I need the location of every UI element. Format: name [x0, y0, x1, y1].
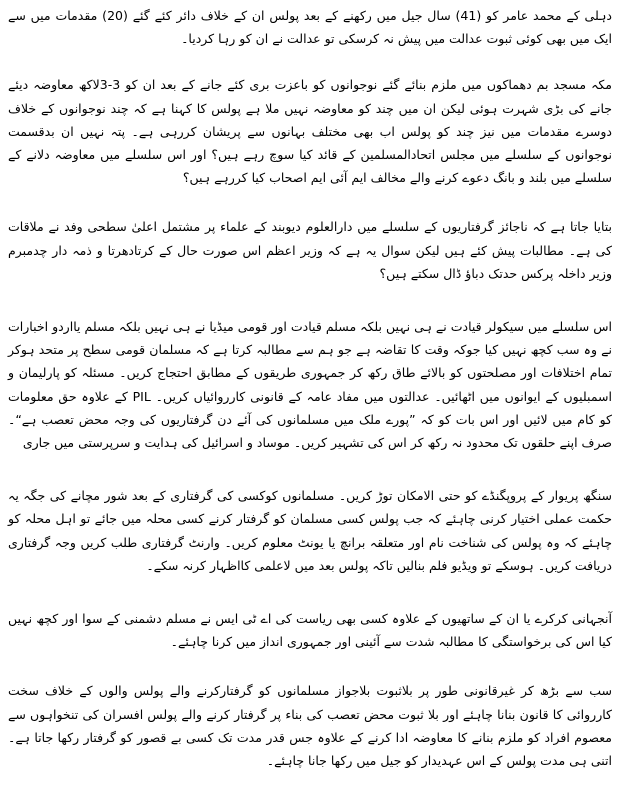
paragraph-6: آنجہانی کرکرے یا ان کے ساتھیوں کے علاوہ کسی بھی ریاست کی اے ٹی ایس نے مسلم دشمنی کے سوا اور کچھ نہیں کیا اس کی برخواستگی کا مطالبہ شدت سے آئینی اور جمہوری انداز میں کرنا چاہئے۔: [8, 611, 612, 650]
paragraph-1: دہلی کے محمد عامر کو (41) سال جیل میں رکھنے کے بعد پولس ان کے خلاف دائر کئے گئے (20) مقدمات میں سے ایک میں بھی کوئی ثبوت عدالت میں پیش نہ کرسکی تو عدالت نے ان کو رہا کردیا۔: [8, 8, 612, 47]
paragraph-3: بتایا جاتا ہے کہ ناجائز گرفتاریوں کے سلسلے میں دارالعلوم دیوبند کے علماء پر مشتمل اعلیٰ سطحی وفد نے ملاقات کی ہے۔ مطالبات پیش کئے ہیں لیکن سوال یہ ہے کہ وزیر اعظم اس صورت حال کے کرتادھرتا و ذمہ دار چدمبرم وزیر داخلہ پرکس حدتک دباؤ ڈال سکتے ہیں؟: [8, 219, 612, 281]
article-page: [8, 4, 612, 772]
paragraph-7: سب سے بڑھ کر غیرقانونی طور پر بلاثبوت بلاجواز مسلمانوں کو گرفتارکرنے والے پولس والوں کے خلاف سخت کارروائی کا قانون بنانا چاہئے اور بلا ثبوت محض تعصب کی بناء پر گرفتار کرنے والے پولس افسران کی تنخواہوں سے معصوم افراد کو ملزم بنانے کا معاوضہ ادا کرنے کے علاوہ جس قدر مدت تک کسی بے قصور کو گرفتار رکھا جاتا ہے۔ اتنی ہی مدت پولس کے اس عہدیدار کو جیل میں رکھا جانا چاہئے۔: [8, 683, 612, 769]
paragraph-2: مکہ مسجد بم دھماکوں میں ملزم بنائے گئے نوجوانوں کو باعزت بری کئے جانے کے بعد ان کو 3-3لاکھ معاوضہ دیئے جانے کی بڑی شہرت ہوئی لیکن ان میں چند کو معاوضہ نہیں ملا ہے پولس کا کہنا ہے کہ چند نوجوانوں کے خلاف دوسرے مقدمات میں نیز چند کو پولس اب بھی مختلف بہانوں سے پریشان کررہی ہے۔ پتہ نہیں ان بدقسمت نوجوانوں کے سلسلے میں مجلس اتحادالمسلمین کے قائد کیا سوچ رہے ہیں؟ اور اس سلسلے میں معاوضہ دلانے کے سلسلے میں بلند و بانگ دعوے کرنے والے مخالف ایم آئی ایم اصحاب کیا کررہے ہیں؟: [8, 77, 612, 186]
paragraph-5: سنگھ پریوار کے پروپگنڈے کو حتی الامکان توڑ کریں۔ مسلمانوں کوکسی کی گرفتاری کے بعد شور مچانے کی جگہ یہ حکمت عملی اختیار کرنی چاہئے کہ جب پولس کسی مسلمان کو گرفتار کرنے کسی محلہ میں جائے تو اہل محلہ کو چاہئے کہ وہ پولس کی شناخت نام اور متعلقہ برانچ یا یونٹ معلوم کریں۔ وارنٹ گرفتاری طلب کریں وجہ گرفتاری دریافت کریں۔ ہوسکے تو ویڈیو فلم بنالیں تاکہ پولس بعد میں لاعلمی کااظہار کرنہ سکے۔: [8, 488, 612, 573]
paragraph-4: اس سلسلے میں سیکولر قیادت نے ہی نہیں بلکہ مسلم قیادت اور قومی میڈیا نے ہی نہیں بلکہ مسلم یااردو اخبارات نے وہ سب کچھ نہیں کیا جوکہ وقت کا تقاضہ ہے جو ہم سے مطالبہ کرتا ہے کہ مسلمان قومی سطح پر متحد ہوکر تمام اختلافات اور مصلحتوں کو بالائے طاق رکھ کر جمہوری طریقوں کے مطابق احتجاج کریں۔ مسئلہ کو پارلیمان و اسمبلیوں کے ایوانوں میں اٹھائیں۔ عدالتوں میں مفاد عامہ کے قانونی کارروائیاں کریں۔ PIL کے علاوہ حق معلومات کو کام میں لائیں اور اس بات کو کہ ”پورے ملک میں مسلمانوں کی آئے دن گرفتاریوں کی وجہ محض تعصب ہے“۔ صرف اپنے حلقوں تک محدود نہ رکھ کر اس کی تشہیر کریں۔ موساد و اسرائیل کی ہدایت و سرپرستی میں جاری: [8, 319, 612, 451]
